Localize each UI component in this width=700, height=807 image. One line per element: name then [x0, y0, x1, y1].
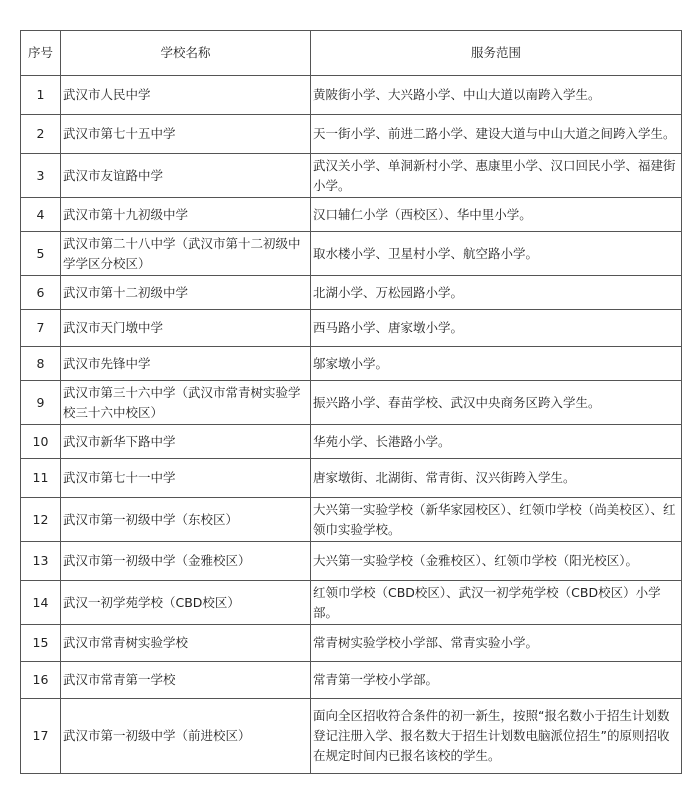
- row-service-scope: 西马路小学、唐家墩小学。: [311, 310, 682, 347]
- row-num: 17: [21, 699, 61, 774]
- table-row: [21, 581, 682, 625]
- table-row: [21, 347, 682, 381]
- row-num: 14: [21, 581, 61, 625]
- table-row: [21, 542, 682, 581]
- row-service-scope: 常青第一学校小学部。: [311, 662, 682, 699]
- school-table-container: [20, 30, 682, 774]
- row-num: 8: [21, 347, 61, 381]
- table-row: [21, 625, 682, 662]
- row-school-name: 武汉市常青第一学校: [61, 662, 311, 699]
- row-school-name: 武汉市第二十八中学（武汉市第十二初级中学学区分校区）: [61, 232, 311, 276]
- row-service-scope: 大兴第一实验学校（新华家园校区）、红领巾学校（尚美校区）、红领巾实验学校。: [311, 498, 682, 542]
- row-service-scope: 黄陂街小学、大兴路小学、中山大道以南跨入学生。: [311, 76, 682, 115]
- row-service-scope: 面向全区招收符合条件的初一新生，按照“报名数小于招生计划数登记注册入学、报名数大于招生计划数电脑派位招生”的原则招收在规定时间内已报名该校的学生。: [311, 699, 682, 774]
- row-service-scope: 常青树实验学校小学部、常青实验小学。: [311, 625, 682, 662]
- table-row: [21, 115, 682, 154]
- row-school-name: 武汉市第十九初级中学: [61, 198, 311, 232]
- school-service-table: [20, 30, 682, 774]
- row-school-name: 武汉市人民中学: [61, 76, 311, 115]
- row-service-scope: 北湖小学、万松园路小学。: [311, 276, 682, 310]
- row-school-name: 武汉市友谊路中学: [61, 154, 311, 198]
- row-school-name: 武汉市天门墩中学: [61, 310, 311, 347]
- row-school-name: 武汉市先锋中学: [61, 347, 311, 381]
- table-row: [21, 76, 682, 115]
- row-school-name: 武汉市第七十一中学: [61, 459, 311, 498]
- row-school-name: 武汉市第十二初级中学: [61, 276, 311, 310]
- row-num: 12: [21, 498, 61, 542]
- row-num: 16: [21, 662, 61, 699]
- row-school-name: 武汉市第一初级中学（前进校区）: [61, 699, 311, 774]
- row-service-scope: 振兴路小学、春苗学校、武汉中央商务区跨入学生。: [311, 381, 682, 425]
- row-num: 9: [21, 381, 61, 425]
- table-row: [21, 662, 682, 699]
- row-service-scope: 大兴第一实验学校（金雅校区）、红领巾学校（阳光校区）。: [311, 542, 682, 581]
- row-school-name: 武汉一初学苑学校（CBD校区）: [61, 581, 311, 625]
- row-num: 15: [21, 625, 61, 662]
- row-num: 4: [21, 198, 61, 232]
- row-num: 3: [21, 154, 61, 198]
- table-row: [21, 198, 682, 232]
- header-num: 序号: [21, 31, 61, 76]
- row-num: 2: [21, 115, 61, 154]
- row-num: 7: [21, 310, 61, 347]
- row-service-scope: 汉口辅仁小学（西校区）、华中里小学。: [311, 198, 682, 232]
- table-row: [21, 276, 682, 310]
- row-num: 1: [21, 76, 61, 115]
- table-row: [21, 459, 682, 498]
- table-header-row: [21, 31, 682, 76]
- row-service-scope: 红领巾学校（CBD校区）、武汉一初学苑学校（CBD校区）小学部。: [311, 581, 682, 625]
- table-row: [21, 699, 682, 774]
- table-row: [21, 381, 682, 425]
- row-service-scope: 华苑小学、长港路小学。: [311, 425, 682, 459]
- table-row: [21, 498, 682, 542]
- row-service-scope: 武汉关小学、单洞新村小学、惠康里小学、汉口回民小学、福建街小学。: [311, 154, 682, 198]
- row-school-name: 武汉市新华下路中学: [61, 425, 311, 459]
- row-school-name: 武汉市第一初级中学（金雅校区）: [61, 542, 311, 581]
- header-name: 学校名称: [61, 31, 311, 76]
- row-service-scope: 邬家墩小学。: [311, 347, 682, 381]
- row-service-scope: 唐家墩街、北湖街、常青街、汉兴街跨入学生。: [311, 459, 682, 498]
- table-row: [21, 425, 682, 459]
- table-row: [21, 154, 682, 198]
- row-num: 6: [21, 276, 61, 310]
- table-row: [21, 232, 682, 276]
- table-row: [21, 310, 682, 347]
- row-num: 11: [21, 459, 61, 498]
- row-service-scope: 取水楼小学、卫星村小学、航空路小学。: [311, 232, 682, 276]
- row-service-scope: 天一街小学、前进二路小学、建设大道与中山大道之间跨入学生。: [311, 115, 682, 154]
- row-school-name: 武汉市第一初级中学（东校区）: [61, 498, 311, 542]
- row-school-name: 武汉市第三十六中学（武汉市常青树实验学校三十六中校区）: [61, 381, 311, 425]
- row-num: 10: [21, 425, 61, 459]
- row-num: 5: [21, 232, 61, 276]
- row-num: 13: [21, 542, 61, 581]
- row-school-name: 武汉市常青树实验学校: [61, 625, 311, 662]
- header-scope: 服务范围: [311, 31, 682, 76]
- row-school-name: 武汉市第七十五中学: [61, 115, 311, 154]
